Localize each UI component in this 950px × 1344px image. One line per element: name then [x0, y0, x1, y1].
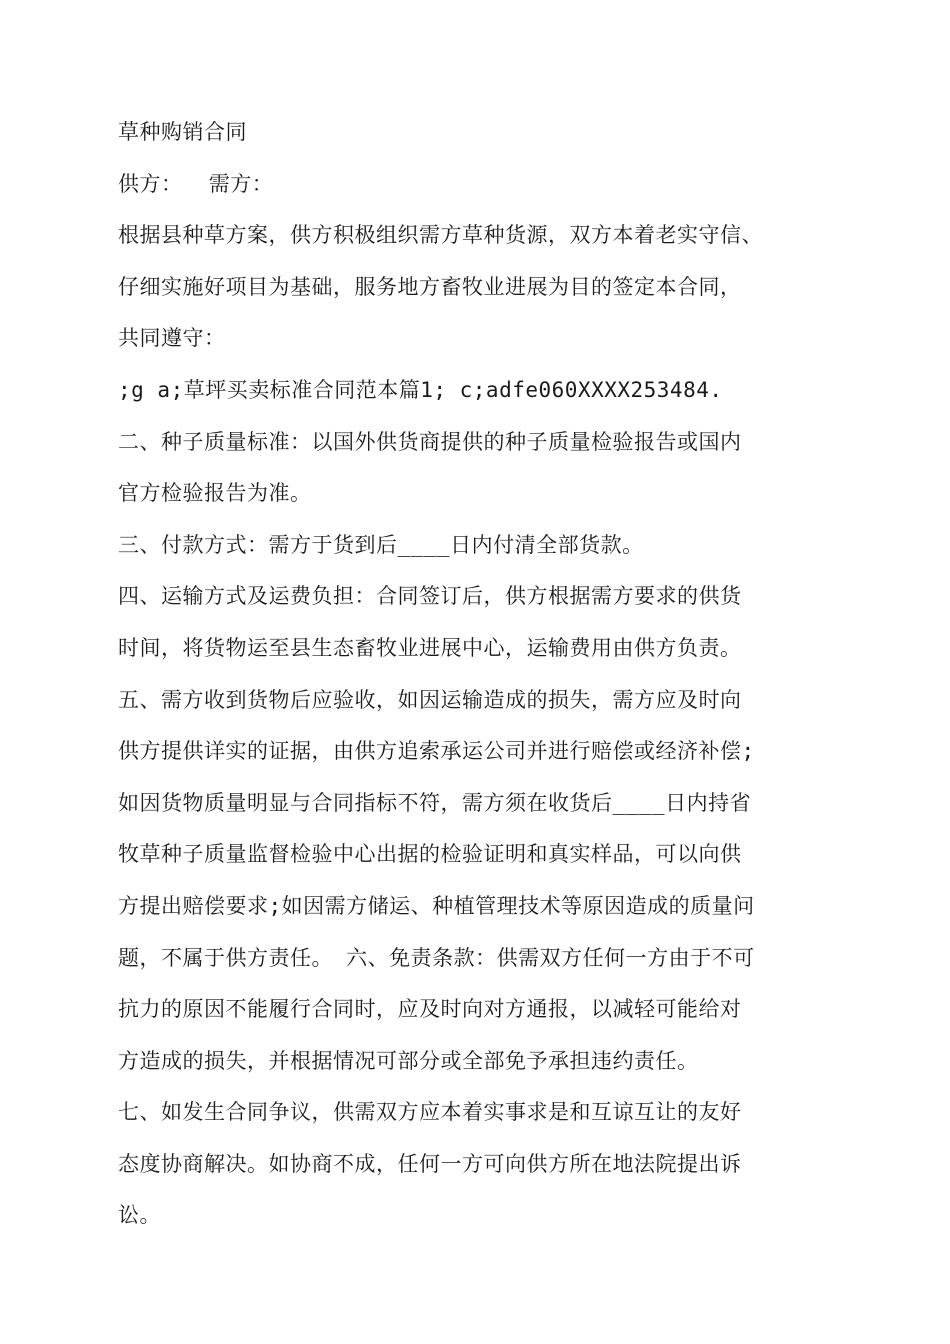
- clause-5-line: 牧草种子质量监督检验中心出据的检验证明和真实样品，可以向供: [118, 842, 742, 867]
- clause-6-line: 题，不属于供方责任。 六、免责条款：供需双方任何一方由于不可: [118, 945, 755, 970]
- clause-4-line: 四、运输方式及运费负担：合同签订后，供方根据需方要求的供货: [118, 584, 742, 609]
- clause-5-line: 方提出赔偿要求;如因需方储运、种植管理技术等原因造成的质量问: [118, 893, 755, 918]
- text-line: 根据县种草方案，供方积极组织需方草种货源，双方本着老实守信、: [118, 223, 763, 248]
- document-title: 草种购销合同: [118, 120, 247, 144]
- clause-6-line: 方造成的损失，并根据情况可部分或全部免予承担违约责任。: [118, 1048, 699, 1073]
- text-line: 共同遵守：: [118, 326, 226, 351]
- clause-7-line: 态度协商解决。如协商不成，任何一方可向供方所在地法院提出诉: [118, 1151, 742, 1176]
- clause-2-line: 官方检验报告为准。: [118, 481, 312, 506]
- clause-2-line: 二、种子质量标准：以国外供货商提供的种子质量检验报告或国内: [118, 429, 742, 454]
- contract-body: [118, 107, 858, 1242]
- text-line: ;g a;草坪买卖标准合同范本篇1; c;adfe060XXXX253484.: [118, 377, 723, 402]
- clause-5-line: 如因货物质量明显与合同指标不符，需方须在收货后____日内持省: [118, 790, 752, 815]
- clause-3-line: 三、付款方式：需方于货到后____日内付清全部货款。: [118, 532, 644, 557]
- clause-7-line: 七、如发生合同争议，供需双方应本着实事求是和互谅互让的友好: [118, 1100, 742, 1125]
- clause-7-line: 讼。: [118, 1203, 161, 1228]
- clause-6-line: 抗力的原因不能履行合同时，应及时向对方通报，以减轻可能给对: [118, 997, 742, 1022]
- parties-line: 供方： 需方：: [118, 171, 274, 196]
- clause-5-line: 供方提供详实的证据，由供方追索承运公司并进行赔偿或经济补偿;: [118, 739, 755, 764]
- clause-5-line: 五、需方收到货物后应验收，如因运输造成的损失，需方应及时向: [118, 687, 742, 712]
- text-line: 仔细实施好项目为基础，服务地方畜牧业进展为目的签定本合同，: [118, 274, 742, 299]
- clause-4-line: 时间，将货物运至县生态畜牧业进展中心，运输费用由供方负责。: [118, 635, 742, 660]
